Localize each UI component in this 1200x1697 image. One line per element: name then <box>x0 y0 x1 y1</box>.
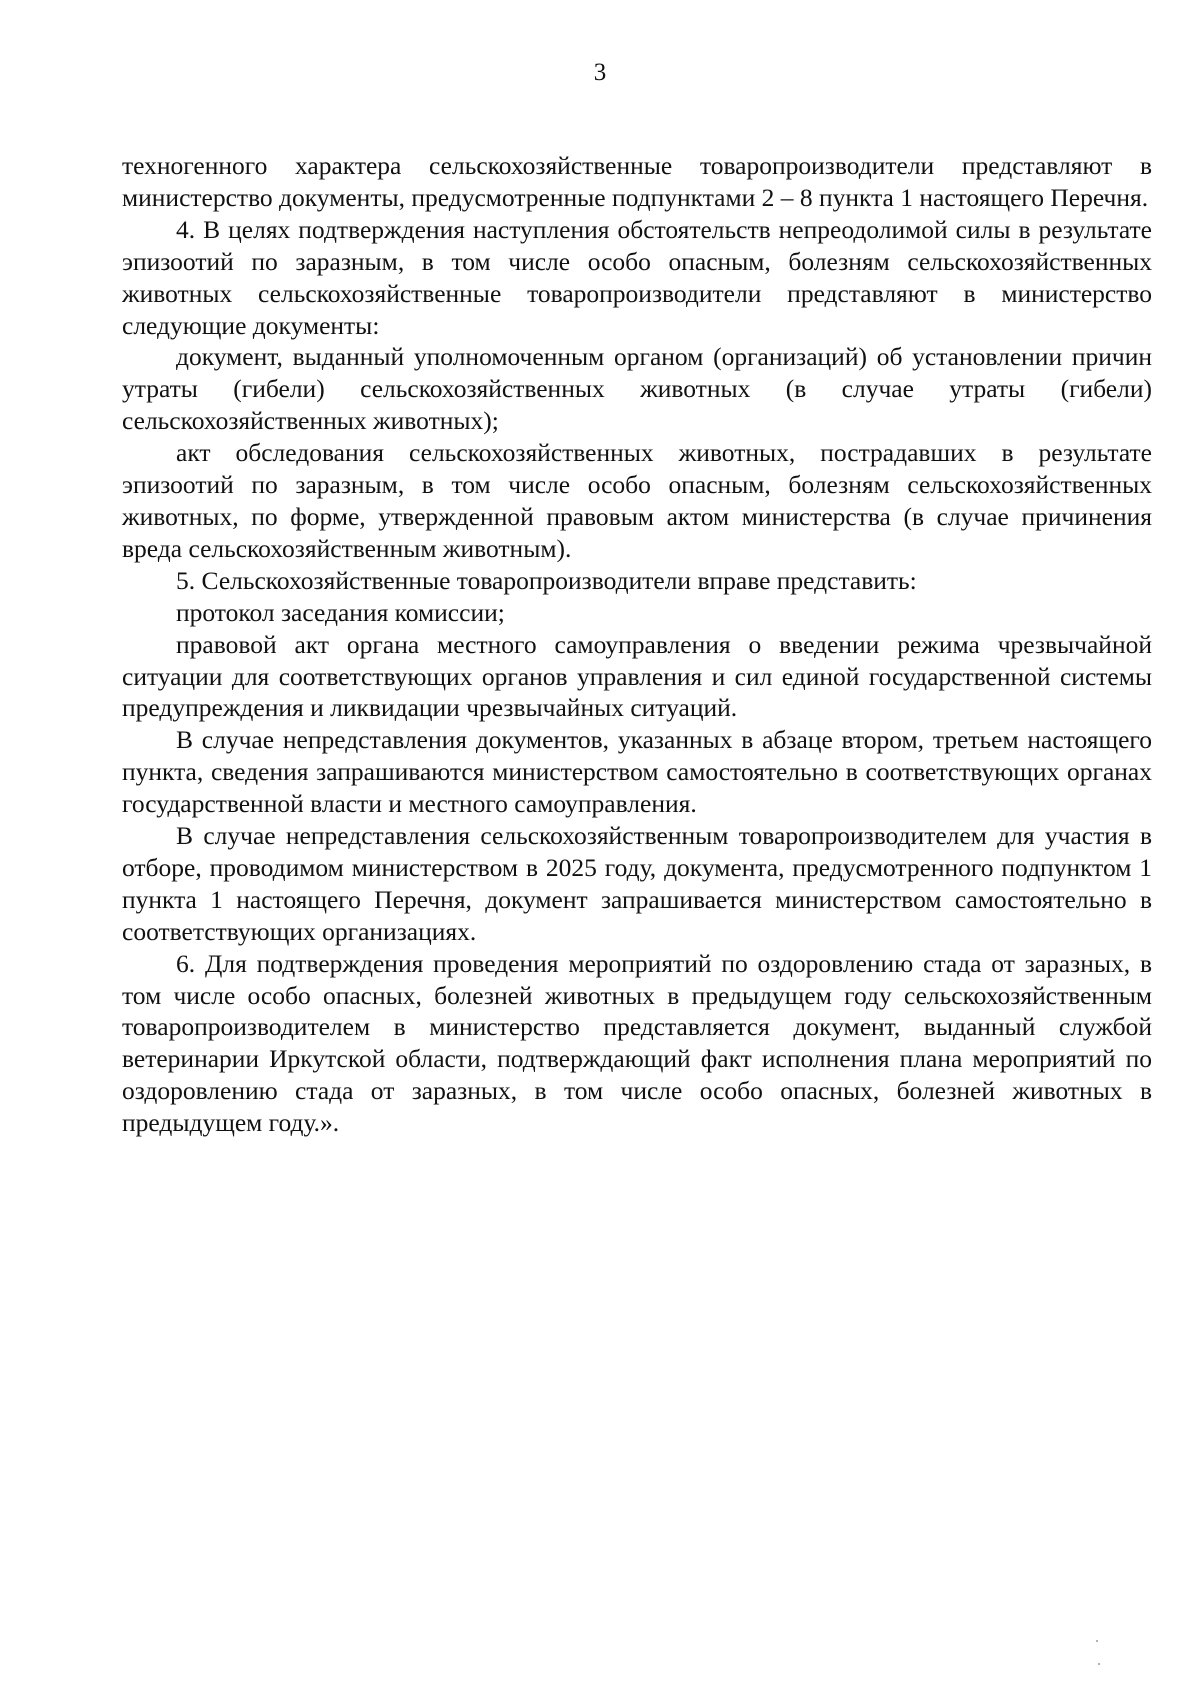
paragraph-commission-protocol: протокол заседания комиссии; <box>176 597 505 627</box>
paragraph-item-6: 6. Для подтверждения проведения мероприятий по оздоровлению стада от заразных, в том числе особо опасных, болезней животных в предыдущем году сельскохозяйственным товаропроизводителем в министерство представляется документ, выданный службой ветеринарии Иркутской области, подтверждающий факт исполнения плана мероприятий по оздоровлению стада от заразных, в том числе особо опасных, болезней животных в предыдущем году.». <box>122 948 1152 1138</box>
document-body <box>122 150 1152 1139</box>
paragraph-inspection-act: акт обследования сельскохозяйственных животных, пострадавших в результате эпизоотий по заразным, в том числе особо опасным, болезням сельскохозяйственных животных, по форме, утвержденной правовым актом министерства (в случае причинения вреда сельскохозяйственным животным). <box>122 438 1152 563</box>
paragraph-legal-act: правовой акт органа местного самоуправления о введении режима чрезвычайной ситуации для соответствующих органов управления и сил единой государственной системы предупреждения и ликвидации чрезвычайных ситуаций. <box>122 629 1152 723</box>
scan-speck <box>1096 1640 1098 1642</box>
paragraph-item-4: 4. В целях подтверждения наступления обстоятельств непреодолимой силы в результате эпизоотий по заразным, в том числе особо опасным, болезням сельскохозяйственных животных сельскохозяйственные товаропроизводители представляют в министерство следующие документы: <box>122 214 1152 340</box>
paragraph-item-5: 5. Сельскохозяйственные товаропроизводители вправе представить: <box>176 565 917 595</box>
paragraph-document-loss: документ, выданный уполномоченным органом (организаций) об установлении причин утраты (гибели) сельскохозяйственных животных (в случае утраты (гибели) сельскохозяйственных животных); <box>122 342 1152 436</box>
paragraph-non-submission-1: В случае непредставления документов, указанных в абзаце втором, третьем настоящего пункта, сведения запрашиваются министерством самостоятельно в соответствующих органах государственной власти и местного самоуправления. <box>122 725 1152 819</box>
paragraph-non-submission-2: В случае непредставления сельскохозяйственным товаропроизводителем для участия в отборе, проводимом министерством в 2025 году, документа, предусмотренного подпунктом 1 пункта 1 настоящего Перечня, документ запрашивается министерством самостоятельно в соответствующих организациях. <box>122 821 1152 946</box>
paragraph-continuation: техногенного характера сельскохозяйственные товаропроизводители представляют в министерство документы, предусмотренные подпунктами 2 – 8 пункта 1 настоящего Перечня. <box>122 151 1152 212</box>
page-number: 3 <box>593 59 607 86</box>
scan-speck <box>1098 1663 1100 1665</box>
